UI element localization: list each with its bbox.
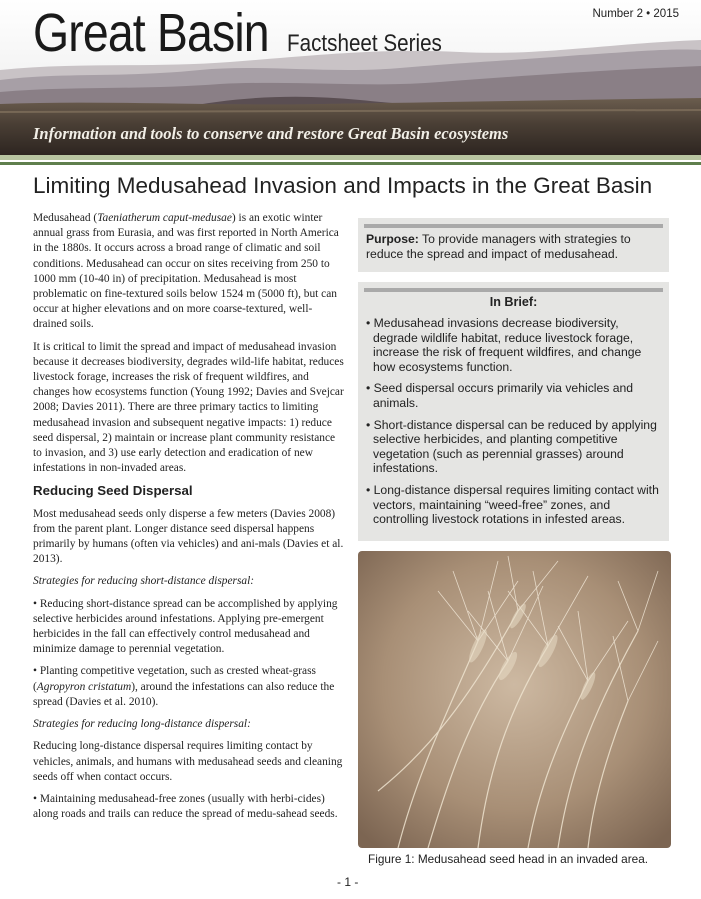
left-column bbox=[33, 211, 345, 829]
section-heading: Reducing Seed Dispersal bbox=[33, 483, 193, 499]
list-item: • Short-distance dispersal can be reduced by applying selective herbicides, and planting competitive vegetation (such as perennial grasses) around infestations. bbox=[366, 417, 657, 476]
box-top-bar bbox=[364, 224, 663, 228]
figure-caption: Figure 1: Medusahead seed head in an invaded area. bbox=[368, 852, 649, 866]
intro-text-b: ) is an exotic winter annual grass from Eurasia, and was first reported in North America in the 1880s. It occurs across a broad range of climatic and soil conditions. Medusahead can occur on sites receiving from 250 to 1000 mm (10-40 in) of precipitation. Medusahead is most problematic on fine-textured soils below 1524 m (5000 ft), but can occur at higher elevations and on more coarse-textured, well-drained soils. bbox=[33, 212, 339, 331]
purpose-text bbox=[366, 232, 663, 261]
tagline: Information and tools to conserve and restore Great Basin ecosystems bbox=[33, 124, 509, 143]
purpose-box bbox=[358, 218, 669, 272]
short-distance-heading: Strategies for reducing short-distance dispersal: bbox=[33, 575, 255, 588]
importance-paragraph: It is critical to limit the spread and impact of medusahead invasion because it decreases biodiversity, degrades wild-life habitat, reduces livestock forage, increases the risk of frequent wildfires, and changes how ecosystems function (Young 1992; Davies and Svejcar 2008; Davies 2011). There are three primary tactics to limiting medusahead invasion and subsequent negative impacts: 1) reduce seed dispersal, 2) maintain or increase plant community resistance to invasion, and 3) use early detection and eradication of new infestations in non-invaded areas. bbox=[33, 340, 344, 475]
wheatgrass-species: Agropyron cristatum bbox=[36, 680, 132, 693]
in-brief-heading: In Brief: bbox=[489, 295, 538, 309]
intro-text-a: Medusahead ( bbox=[33, 212, 98, 224]
planting-text-b: ), around the infestations can also reduce the spread (Davies et al. 2010). bbox=[33, 680, 335, 708]
series-label: Factsheet Series bbox=[287, 30, 442, 57]
planting-paragraph bbox=[33, 664, 345, 710]
brand-title: Great Basin bbox=[33, 3, 269, 63]
grass-seedhead-image bbox=[358, 551, 671, 848]
list-item: • Medusahead invasions decrease biodiversity, degrade wildlife habitat, reduce livestock forage, increase the risk of frequent wildfires, and change how ecosystems function. bbox=[366, 316, 642, 374]
page-title: Limiting Medusahead Invasion and Impacts in the Great Basin bbox=[33, 173, 653, 198]
list-item: • Seed dispersal occurs primarily via vehicles and animals. bbox=[366, 381, 634, 410]
page-number: - 1 - bbox=[337, 875, 359, 889]
purpose-body: To provide managers with strategies to reduce the spread and impact of medusahead. bbox=[366, 232, 631, 261]
box-top-bar bbox=[364, 288, 663, 292]
weed-free-paragraph: • Maintaining medusahead-free zones (usually with herbi-cides) along roads and trails can reduce the spread of medu-sahead seeds. bbox=[33, 792, 338, 821]
dispersal-paragraph: Most medusahead seeds only disperse a few meters (Davies 2008) from the parent plant. Longer distance seed dispersal happens primarily by humans (often via vehicles) and ani-mals (Davies et al. 2013). bbox=[33, 507, 344, 566]
medusahead-photo bbox=[358, 551, 671, 848]
header-banner bbox=[0, 0, 701, 155]
intro-paragraph bbox=[33, 211, 345, 333]
herbicide-paragraph: • Reducing short-distance spread can be accomplished by applying selective herbicides around infestations. Applying pre-emergent herbicides in the fall can effectively control medusahead and minimize damage to perennial vegetation. bbox=[33, 597, 338, 656]
planting-text-a: • Planting competitive vegetation, such as crested wheat-grass ( bbox=[33, 665, 316, 693]
long-distance-heading: Strategies for reducing long-distance dispersal: bbox=[33, 718, 251, 731]
issue-number: Number 2 • 2015 bbox=[592, 8, 679, 20]
contact-paragraph: Reducing long-distance dispersal requires limiting contact by vehicles, animals, and humans with medusahead seeds and cleaning seeds off when contact occurs. bbox=[33, 740, 343, 783]
in-brief-box bbox=[358, 282, 669, 541]
in-brief-list bbox=[366, 316, 663, 534]
species-name: Taeniatherum caput-medusae bbox=[97, 212, 232, 224]
list-item: • Long-distance dispersal requires limiting contact with vectors, maintaining “weed-free” zones, and controlling livestock rotations in infested areas. bbox=[366, 482, 659, 527]
header-rule-dark bbox=[0, 162, 701, 165]
header-rule-light bbox=[0, 155, 701, 160]
purpose-label: Purpose: bbox=[366, 232, 419, 246]
